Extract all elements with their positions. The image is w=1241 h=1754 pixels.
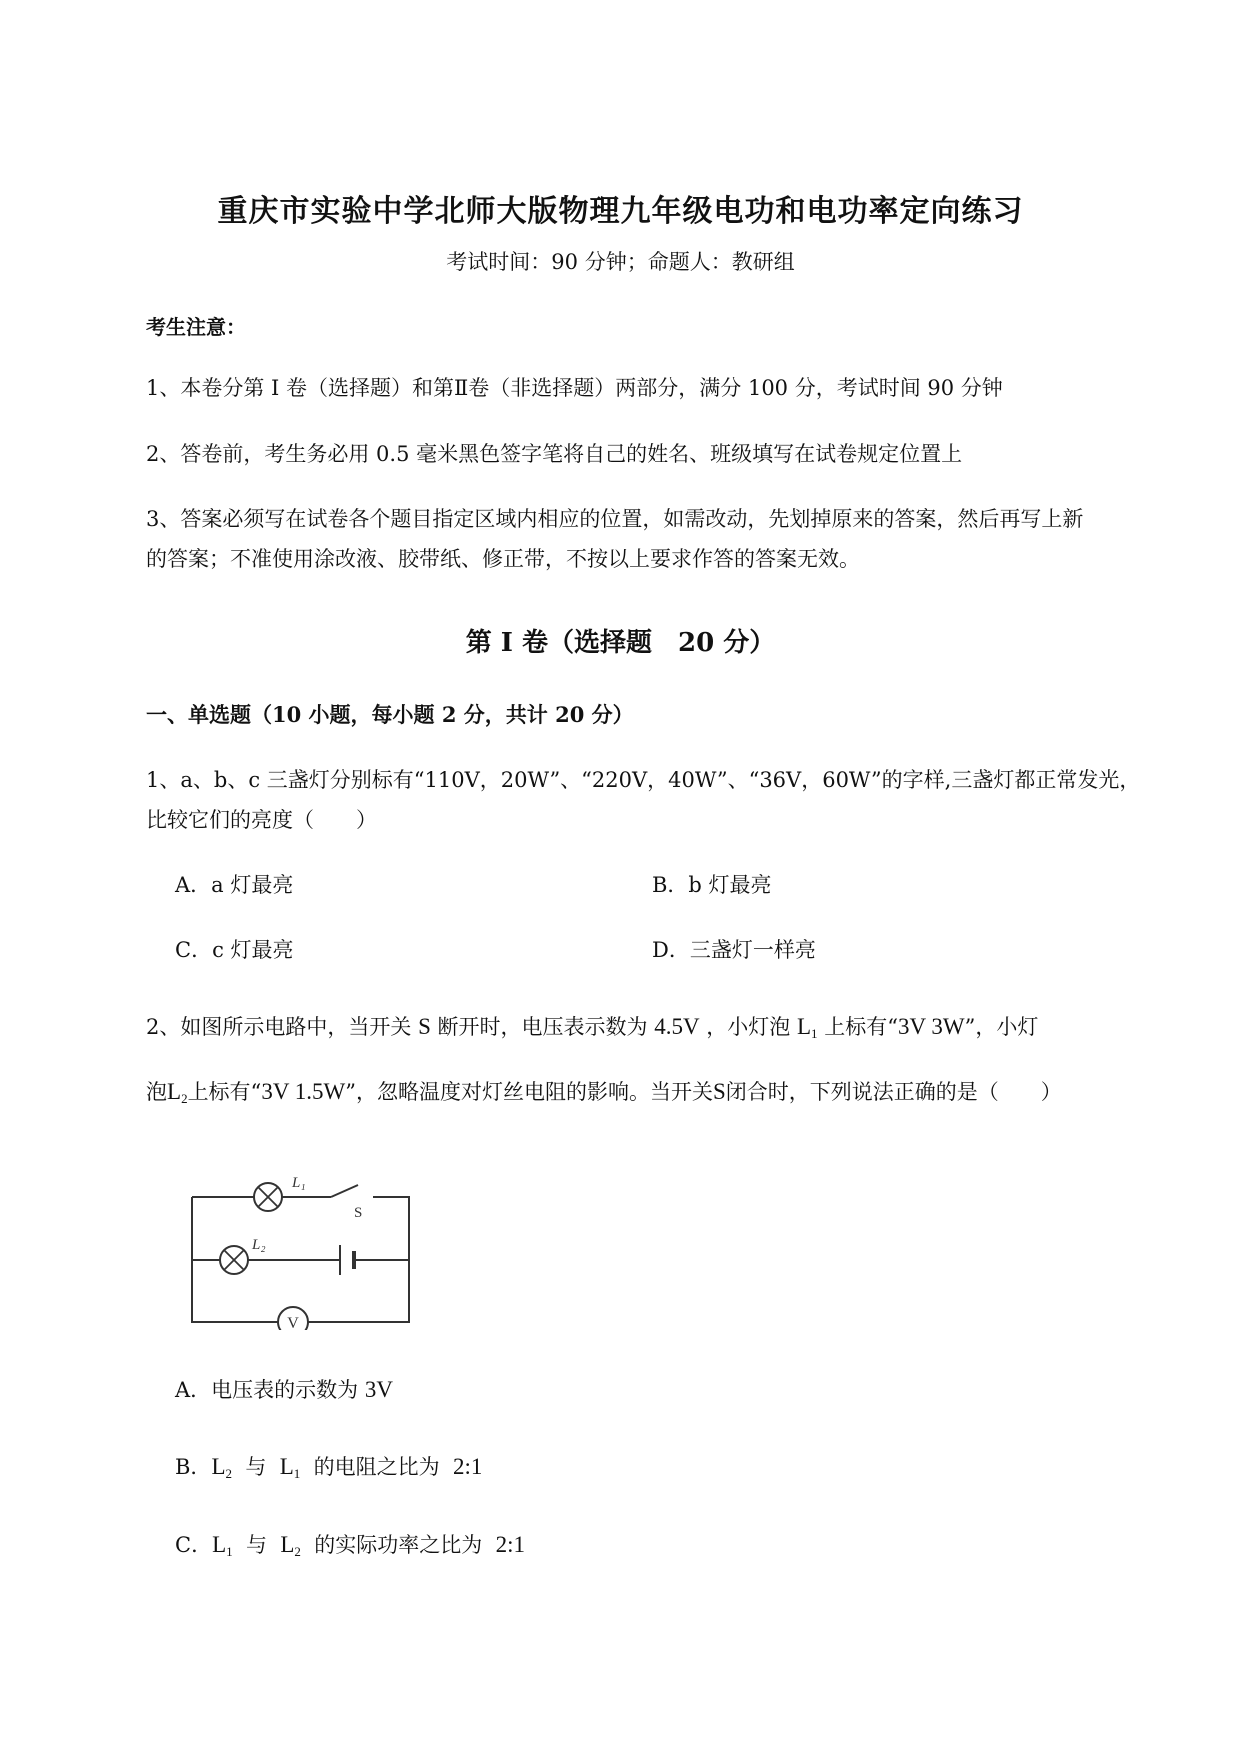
notice-item-2: 2、答卷前，考生务必用 0.5 毫米黑色签字笔将自己的姓名、班级填写在试卷规定位置上 — [146, 442, 963, 466]
q2-switch2: S — [712, 1079, 726, 1104]
q2-text: 上标有“ — [824, 1015, 898, 1039]
q1-option-b[interactable]: B．b 灯最亮 — [652, 873, 772, 897]
q2-lamp2: $L_2$ — [167, 1079, 188, 1106]
q1-stem-cont: 比较它们的亮度（ ） — [146, 808, 377, 832]
notice-item-3: 3、答案必须写在试卷各个题目指定区域内相应的位置，如需改动，先划掉原来的答案，然后再写上新 — [146, 507, 1084, 531]
q2-option-a[interactable]: A．电压表的示数为 3V — [175, 1377, 393, 1402]
q2-text: 2、如图所示电路中，当开关 — [146, 1015, 412, 1039]
q2-option-b-value: 2:1 — [453, 1454, 483, 1479]
notice-item-1: 1、本卷分第 I 卷（选择题）和第Ⅱ卷（非选择题）两部分，满分 100 分，考试时间 90 分钟 — [146, 376, 1003, 400]
q2-stem-line2 — [146, 1077, 1062, 1114]
notice-item-3-cont: 的答案；不准使用涂改液、胶带纸、修正带，不按以上要求作答的答案无效。 — [146, 547, 860, 571]
voltmeter-icon — [278, 1307, 308, 1330]
q2-text: ，小灯泡 — [706, 1015, 791, 1039]
q2-switch: S — [418, 1014, 431, 1039]
q2-voltage: 4.5V — [654, 1014, 700, 1039]
lamp-l1-icon — [254, 1183, 282, 1211]
q2-text: ”，忽略温度对灯丝电阻的影响。当开关 — [345, 1080, 713, 1104]
lamp-l2-icon — [220, 1246, 248, 1274]
notice-heading: 考生注意： — [146, 315, 246, 339]
q2-rating2: 3V 1.5W — [261, 1079, 346, 1104]
q2-text: 闭合时，下列说法正确的是（ ） — [725, 1080, 1062, 1104]
q2-option-c[interactable]: C．$L_1$ 与 $L_2$ 的实际功率之比为 2:1 — [175, 1532, 526, 1559]
q2-text: 断开时，电压表示数为 — [437, 1015, 648, 1039]
q2-text: 上标有“ — [187, 1080, 262, 1104]
q2-stem-line1 — [146, 1012, 1038, 1049]
q1-option-c[interactable]: C．c 灯最亮 — [175, 938, 294, 962]
q1-option-a[interactable]: A．a 灯最亮 — [175, 873, 294, 897]
q2-option-a-value: 3V — [364, 1377, 393, 1402]
lamp1-label: L₁ — [292, 1175, 306, 1191]
q2-rating1: 3V 3W — [897, 1014, 965, 1039]
q2-option-b[interactable]: B．$L_2$ 与 $L_1$ 的电阻之比为 2:1 — [175, 1454, 483, 1481]
switch-label: S — [354, 1205, 363, 1221]
q2-text: 泡 — [146, 1080, 167, 1104]
part-heading: 一、单选题（10 小题，每小题 2 分，共计 20 分） — [146, 702, 634, 727]
lamp2-label: L₂ — [252, 1237, 266, 1253]
q2-lamp1: $L_1$ — [796, 1014, 818, 1041]
meter-label: V — [287, 1315, 299, 1330]
battery-icon — [340, 1245, 354, 1275]
circuit-diagram — [188, 1175, 418, 1330]
q2-text: ”，小灯 — [964, 1015, 1039, 1039]
q1-stem: 1、a、b、c 三盏灯分别标有“110V，20W”、“220V，40W”、“36V，60W”的字样,三盏灯都正常发光， — [146, 768, 1141, 792]
q1-option-d[interactable]: D．三盏灯一样亮 — [652, 938, 816, 962]
exam-info: 考试时间：90 分钟；命题人：教研组 — [446, 250, 795, 274]
page-title: 重庆市实验中学北师大版物理九年级电功和电功率定向练习 — [217, 194, 1024, 229]
q2-option-c-value: 2:1 — [495, 1532, 526, 1557]
section-title: 第 I 卷（选择题 20 分） — [465, 628, 776, 658]
